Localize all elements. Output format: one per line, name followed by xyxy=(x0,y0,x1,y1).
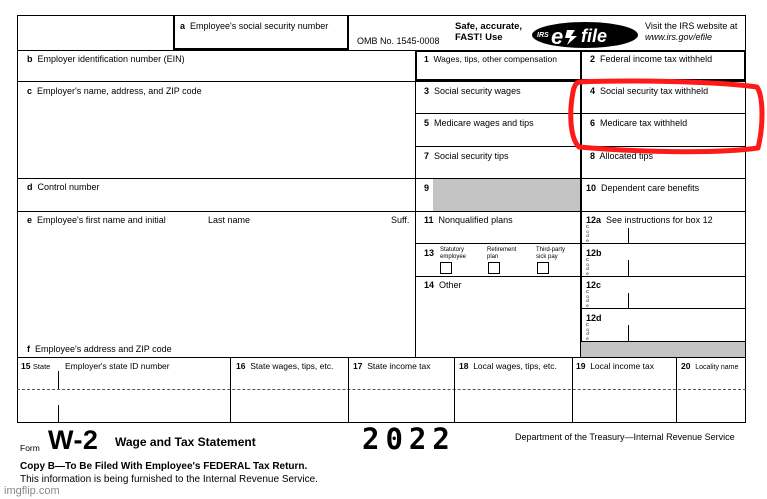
box-d-label: d Control number xyxy=(27,182,100,192)
line-v-348 xyxy=(348,357,349,423)
box-3-label: 3 Social security wages xyxy=(424,86,521,96)
employer-address-field[interactable] xyxy=(18,97,414,177)
form-word: Form xyxy=(20,443,40,453)
box-13-sick-label: Third-party sick pay xyxy=(536,247,566,260)
box-12-bottom-shade xyxy=(581,341,745,357)
visit-line2: www.irs.gov/efile xyxy=(645,32,713,42)
efile-e: e xyxy=(551,24,564,49)
line-341 xyxy=(580,341,746,342)
imgflip-watermark: imgflip.com xyxy=(4,485,60,497)
ein-field[interactable] xyxy=(18,60,414,80)
box-12d-code-letters: C o d e xyxy=(585,322,590,341)
form-statement: Wage and Tax Statement xyxy=(115,435,256,449)
copy-b-line: Copy B—To Be Filed With Employee's FEDERAL Tax Return. xyxy=(20,461,308,472)
box-12c-divider xyxy=(628,293,629,308)
box-13-number: 13 xyxy=(424,248,435,258)
box-12d-label: 12d xyxy=(586,313,602,323)
safe-line2: FAST! Use xyxy=(455,32,503,43)
third-party-sick-pay-checkbox[interactable] xyxy=(537,262,549,274)
box-12a-label: 12a See instructions for box 12 xyxy=(586,215,713,225)
box-12a-code-letters: C o d e xyxy=(585,224,590,243)
box-f-label: f Employee's address and ZIP code xyxy=(27,344,172,354)
omb-number: OMB No. 1545-0008 xyxy=(357,36,440,46)
tax-year: 2022 xyxy=(362,422,456,456)
box-9-shade xyxy=(433,179,580,211)
box-12d-divider xyxy=(628,325,629,341)
box-e-last-name: Last name xyxy=(208,215,251,225)
box-12b-code-letters: C o d e xyxy=(585,257,590,276)
visit-line1: Visit the IRS website at xyxy=(645,21,738,31)
box-18-label: 18 Local wages, tips, etc. xyxy=(459,361,557,371)
box-8-label: 8 Allocated tips xyxy=(590,151,654,161)
line-357 xyxy=(17,357,746,358)
irs-efile-logo xyxy=(531,20,638,50)
box-20-label: 20 Locality name xyxy=(681,361,739,371)
box-c-label: c Employer's name, address, and ZIP code xyxy=(27,86,202,96)
box-15-state-id-label: Employer's state ID number xyxy=(65,361,170,371)
line-v-454 xyxy=(454,357,455,423)
box-11-label: 11 Nonqualified plans xyxy=(424,215,513,225)
box-17-label: 17 State income tax xyxy=(353,361,431,371)
box-a-label: a Employee's social security number xyxy=(180,21,329,31)
box-15-label: 15 State xyxy=(21,361,51,371)
form-name: W-2 xyxy=(48,425,99,455)
retirement-plan-checkbox[interactable] xyxy=(488,262,500,274)
box-7-label: 7 Social security tips xyxy=(424,151,509,161)
box-6-label: 6 Medicare tax withheld xyxy=(590,118,688,128)
line-389-dashed xyxy=(17,389,746,390)
box-2-label: 2 Federal income tax withheld xyxy=(590,54,713,64)
employee-name-address-field[interactable] xyxy=(18,226,414,342)
line-243 xyxy=(415,243,746,244)
box-e-suffix: Suff. xyxy=(391,215,410,225)
safe-line1: Safe, accurate, xyxy=(455,21,523,32)
box-12b-divider xyxy=(628,260,629,276)
box-5-label: 5 Medicare wages and tips xyxy=(424,118,534,128)
line-v-state-top xyxy=(58,371,59,389)
box-12a-divider xyxy=(628,228,629,243)
box-13-retirement-label: Retirement plan xyxy=(487,247,517,260)
line-v-230 xyxy=(230,357,231,423)
line-308 xyxy=(580,308,746,309)
line-211 xyxy=(17,211,746,212)
info-line: This information is being furnished to the Internal Revenue Service. xyxy=(20,474,318,485)
treasury-dept: Department of the Treasury—Internal Revenue Service xyxy=(515,432,735,442)
box-b-label: b Employer identification number (EIN) xyxy=(27,54,185,64)
box-14-label: 14 Other xyxy=(424,280,462,290)
box-19-label: 19 Local income tax xyxy=(576,361,654,371)
line-v-415 xyxy=(415,50,416,357)
box-12c-code-letters: C o d e xyxy=(585,289,590,308)
box-10-label: 10 Dependent care benefits xyxy=(586,183,700,193)
box-e-label: e Employee's first name and initial xyxy=(27,215,166,225)
efile-file: file xyxy=(581,26,608,46)
line-v-572 xyxy=(572,357,573,423)
red-highlight-annotation xyxy=(565,78,765,156)
line-276 xyxy=(415,276,746,277)
box-12c-label: 12c xyxy=(586,280,602,290)
box-13-statutory-label: Statutory employee xyxy=(440,247,467,260)
line-v-state-bottom xyxy=(58,405,59,423)
control-number-field[interactable] xyxy=(18,193,414,210)
line-v-676 xyxy=(676,357,677,423)
box-12b-label: 12b xyxy=(586,248,602,258)
box-1-label: 1 Wages, tips, other compensation xyxy=(424,54,557,64)
box-9-label: 9 xyxy=(424,183,430,193)
efile-irs: IRS xyxy=(537,32,549,39)
box-4-label: 4 Social security tax withheld xyxy=(590,86,709,96)
statutory-employee-checkbox[interactable] xyxy=(440,262,452,274)
box-16-label: 16 State wages, tips, etc. xyxy=(236,361,334,371)
line-178 xyxy=(17,178,746,179)
